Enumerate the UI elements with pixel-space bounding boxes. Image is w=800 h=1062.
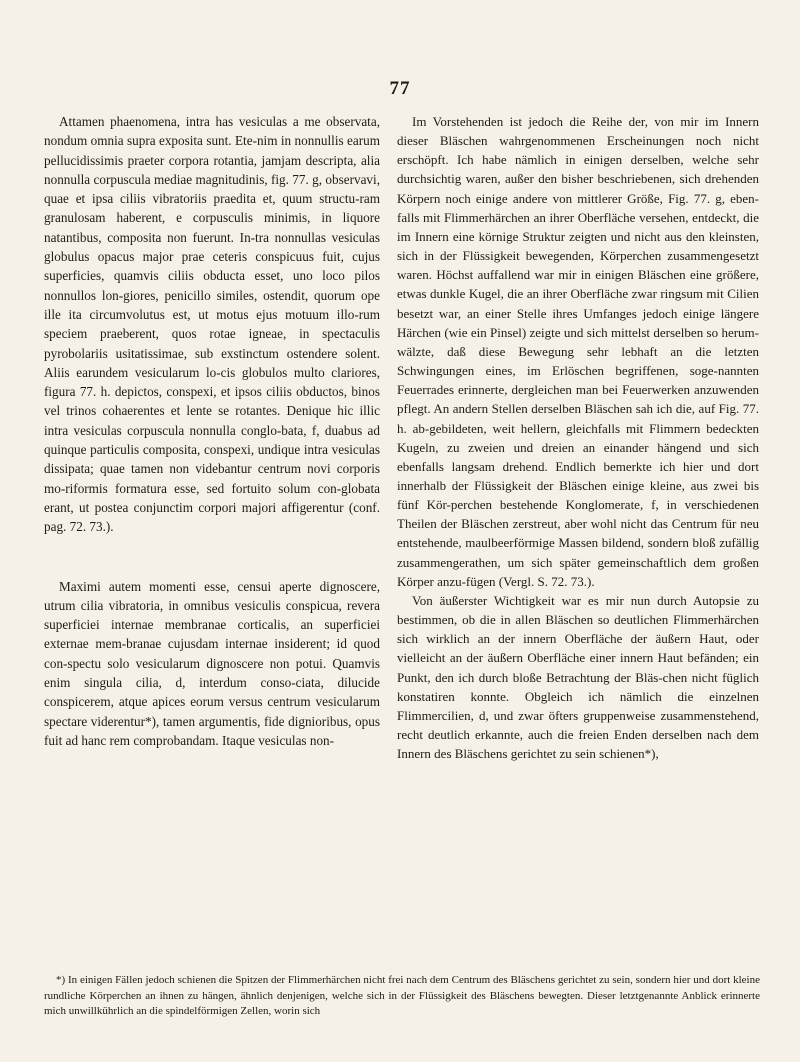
latin-paragraph: Maximi autem momenti esse, censui aperte dignoscere, utrum cilia vibratoria, in omnibus vesiculis conspicua, revera superficiei internae membranae corticalis, an superficiei externae mem-branae cujusdam internae insiderent; id quod con-spectu solo vesicularum dignoscere non potui. Quamvis enim singula cilia, d, interdum conso-ciata, dilucide conspicerem, atque apices eorum versus centrum vesicularum spectare viderentur*), tamen argumentis, fide dignioribus, opus fuit ad hanc rem comprobandam. Itaque vesiculas non- — [44, 578, 380, 748]
page-number: 77 — [389, 78, 411, 99]
latin-column — [44, 112, 380, 750]
german-paragraph: Im Vorstehenden ist jedoch die Reihe der, von mir im Innern dieser Bläschen wahrgenommenen Erscheinungen noch nicht erschöpft. Ich habe nämlich in einigen derselben, welche sehr durchsichtig waren, außer den bisher beschriebenen, sich drehenden Körpern noch einige andere von mittlerer Größe, Fig. 77. g, eben-falls mit Flimmerhärchen an ihrer Oberfläche versehen, entdeckt, die im Innern eine körnige Struktur zeigten und nicht aus den kleinsten, sich in der Flüssigkeit bewegenden, Körperchen zusammengesetzt waren. Höchst auffallend war mir in einigen Bläschen eine größere, etwas dunkle Kugel, die an ihrer Oberfläche zwar ringsum mit Cilien besetzt war, an einer Stelle ihres Umfanges jedoch einige längere Härchen (wie ein Pinsel) zeigte und sich mittelst derselben so herum-wälzte, daß diese Bewegung sehr lebhaft an die letzten Schwingungen eines, im Erlöschen begriffenen, soge-nannten Feuerrades erinnerte, dergleichen man bei Feuerwerken anzuwenden pflegt. An andern Stellen derselben Bläschen sah ich die, auf Fig. 77. h. ab-gebildeten, weit hellern, gleichfalls mit Flimmern bedeckten Kugeln, zu zweien und dreien an einander hängend und sich ebenfalls langsam drehend. Endlich bemerkte ich hier und dort innerhalb der Flüssigkeit der Bläschen einige kleine, aus zwei bis fünf Kör-perchen bestehende Konglomerate, f, in verschiedenen Theilen der Bläschen zerstreut, aber wohl nicht das Centrum für neu entstehende, maulbeerförmige Massen bildend, sondern bloß zufällig zusammengerathen, um sich später gemeinschaftlich dem großen Körper anzu-fügen (Vergl. S. 72. 73.). — [397, 114, 759, 589]
german-paragraph: Von äußerster Wichtigkeit war es mir nun durch Autopsie zu bestimmen, ob die in allen Bläschen so deutlichen Flimmerhärchen sich wirklich an der innern Oberfläche der äußern Haut, oder vielleicht an der äußern Oberfläche einer innern Haut befänden; ein Punkt, den ich durch bloße Betrachtung der Bläs-chen nicht füglich konstatiren konnte. Obgleich ich nämlich die einzelnen Flimmercilien, d, und zwar öfters gruppenweise zusammenstehend, recht deutlich erkannte, auch die freien Enden derselben nach dem Innern des Bläschens gerichtet zu sein schienen*), — [397, 592, 759, 762]
footnote-divider — [44, 968, 760, 969]
footnote: *) In einigen Fällen jedoch schienen die Spitzen der Flimmerhärchen nicht frei nach dem Centrum des Bläschens gerichtet zu sein, sondern hier und dort kleine rundliche Körperchen an ihnen zu hängen, ähnlich denjenigen, welche sich in der Flüssigkeit des Bläschens bewegten. Dieser letztgenannte Anblick erinnerte mich unwillkührlich an die spindelförmigen Zellen, worin sich — [44, 974, 760, 1017]
latin-paragraph: Attamen phaenomena, intra has vesiculas a me observata, nondum omnia supra exposita sunt. Ete-nim in nonnullis earum pellucidissimis praeter corpora rotantia, jamjam descripta, alia nonnulla corpuscula mediae magnitudinis, fig. 77. g, observavi, quae et ipsa ciliis vibratoriis praedita et, quum structu-ram granulosam haberent, e corpusculis minimis, in liquore natantibus, composita non fuerunt. In-tra nonnullas vesiculas globulus opacus major prae ceteris conspicuus fuit, cujus superficies, quamvis ciliis obducta esset, uno loco pilos nonnullos lon-giores, penicillo similes, ostendit, quorum ope ille ita circumvolutus est, ut motus ejus motuum illo-rum speciem praeberent, quos rotae igneae, in spectaculis pyrobolariis usitatissimae, sub exstinctum ostendere solent. Aliis earundem vesicularum lo-cis globulos multo clariores, figura 77. h. depictos, conspexi, et ipsos ciliis obductos, binos vel trinos cohaerentes et lente se rotantes. Denique hic illic intra vesiculas corpuscula nonnulla conglo-bata, f, duabus ad quinque particulis composita, conspexi, undique intra vesiculas dissipata; quae tamen non videbantur centrum novi corporis mo-riformis formatura esse, sed fortuito solum con-globata erant, ut postea conjunctim corpori majori affigerentur (conf. pag. 72. 73.). — [44, 114, 380, 535]
german-column — [397, 112, 759, 763]
